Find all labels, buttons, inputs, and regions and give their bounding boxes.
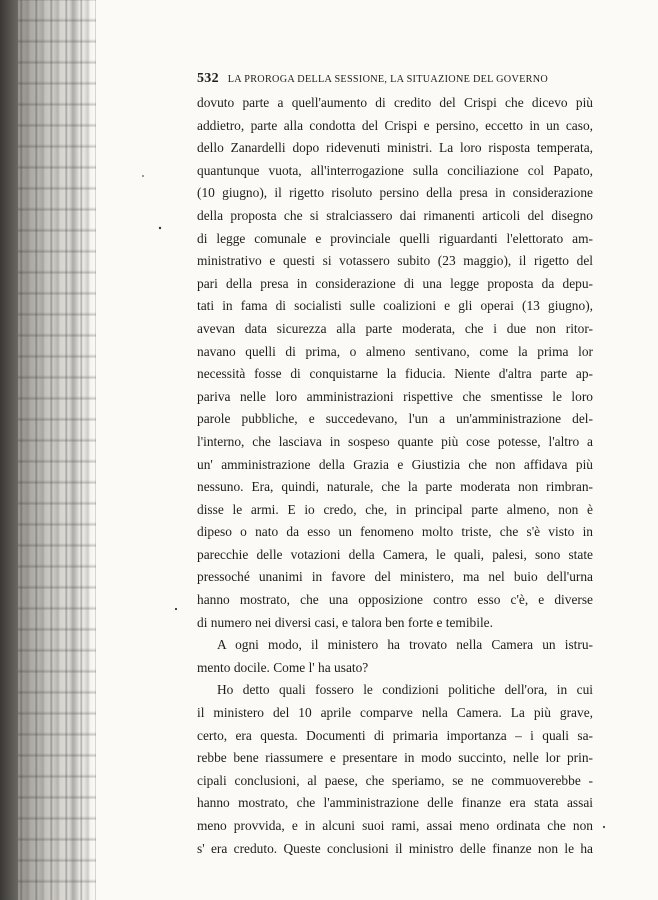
text-line: necessità fosse di conquistarne la fiducia. Niente d'altra parte ap- — [197, 366, 593, 382]
text-line: navano quelli di prima, o almeno sentivano, come la prima lor — [197, 343, 593, 359]
text-line: s' era creduto. Queste conclusioni il ministro delle finanze non le ha — [197, 840, 593, 856]
text-line: hanno mostrato, che una opposizione contro esso c'è, e diverse — [197, 592, 593, 608]
text-line: avevan data sicurezza alla parte moderata, che i due non ritor- — [197, 320, 593, 336]
text-line: ministrativo e questi si votassero subito (23 maggio), il rigetto del — [197, 253, 593, 269]
body-text — [197, 92, 593, 860]
speck — [142, 175, 144, 177]
text-line: pressoché unanimi in favore del ministero, ma nel buio dell'urna — [197, 569, 593, 585]
text-line: addietro, parte alla condotta del Crispi e persino, eccetto in un caso, — [197, 117, 593, 133]
text-line: tati in fama di socialisti sulle coalizioni e gli operai (13 giugno), — [197, 298, 593, 314]
running-title: LA PROROGA DELLA SESSIONE, LA SITUAZIONE DEL GOVERNO — [227, 74, 549, 85]
speck — [603, 826, 605, 828]
text-line: hanno mostrato, che l'amministrazione delle finanze era stata assai — [197, 795, 593, 811]
page-number: 532 — [197, 71, 219, 86]
text-line: di legge comunale e provinciale quelli riguardanti l'elettorato am- — [197, 230, 593, 246]
speck — [175, 608, 177, 610]
text-line: il ministero del 10 aprile comparve nella Camera. La più grave, — [197, 705, 593, 721]
text-line: dipeso o nato da esso un fenomeno molto triste, che s'è visto in — [197, 524, 593, 540]
text-line: (10 giugno), il rigetto risoluto persino della presa in considerazione — [197, 185, 593, 201]
text-line: mento docile. Come l' ha usato? — [197, 659, 369, 675]
text-line: pariva nelle loro amministrazioni rispettive che smentisse le loro — [197, 388, 593, 404]
text-line: A ogni modo, il ministero ha trovato nella Camera un istru- — [217, 637, 593, 653]
text-line: quantunque vuota, all'interrogazione sulla conciliazione col Papato, — [197, 162, 593, 178]
page-header — [197, 71, 593, 87]
text-line: di numero nei diversi casi, e talora ben forte e temibile. — [197, 614, 493, 630]
text-line: rebbe bene riassumere e presentare in modo succinto, nelle lor prin- — [197, 750, 593, 766]
text-line: pari della presa in considerazione di una legge proposta da depu- — [197, 275, 593, 291]
speck — [159, 227, 161, 229]
text-line: Ho detto quali fossero le condizioni politiche dell'ora, in cui — [217, 682, 593, 698]
text-line: l'interno, che lasciava in sospeso quante più cose potesse, l'altro a — [197, 433, 593, 449]
text-line: parecchie delle votazioni della Camera, le quali, palesi, sono state — [197, 546, 593, 562]
text-line: cipali conclusioni, al paese, che speriamo, se ne commuoverebbe - — [197, 772, 593, 788]
text-line: dello Zanardelli dopo ridevenuti ministri. La loro risposta temperata, — [197, 140, 593, 156]
text-line: disse le armi. E io credo, che, in principal parte almeno, non è — [197, 501, 593, 517]
text-line: nessuno. Era, quindi, naturale, che la parte moderata non rimbran- — [197, 479, 593, 495]
text-line: meno provvida, e in alcuni suoi rami, assai meno ordinata che non — [197, 818, 593, 833]
text-line: certo, era questa. Documenti di primaria importanza – i quali sa- — [197, 727, 593, 743]
text-line: dovuto parte a quell'aumento di credito del Crispi che dicevo più — [197, 95, 593, 110]
text-line: della proposta che si stralciassero dai rimanenti articoli del disegno — [197, 207, 593, 223]
text-line: un' amministrazione della Grazia e Giustizia che non affidava più — [197, 456, 593, 472]
text-line: parole pubbliche, e succedevano, l'un a un'amministrazione del- — [197, 411, 593, 427]
